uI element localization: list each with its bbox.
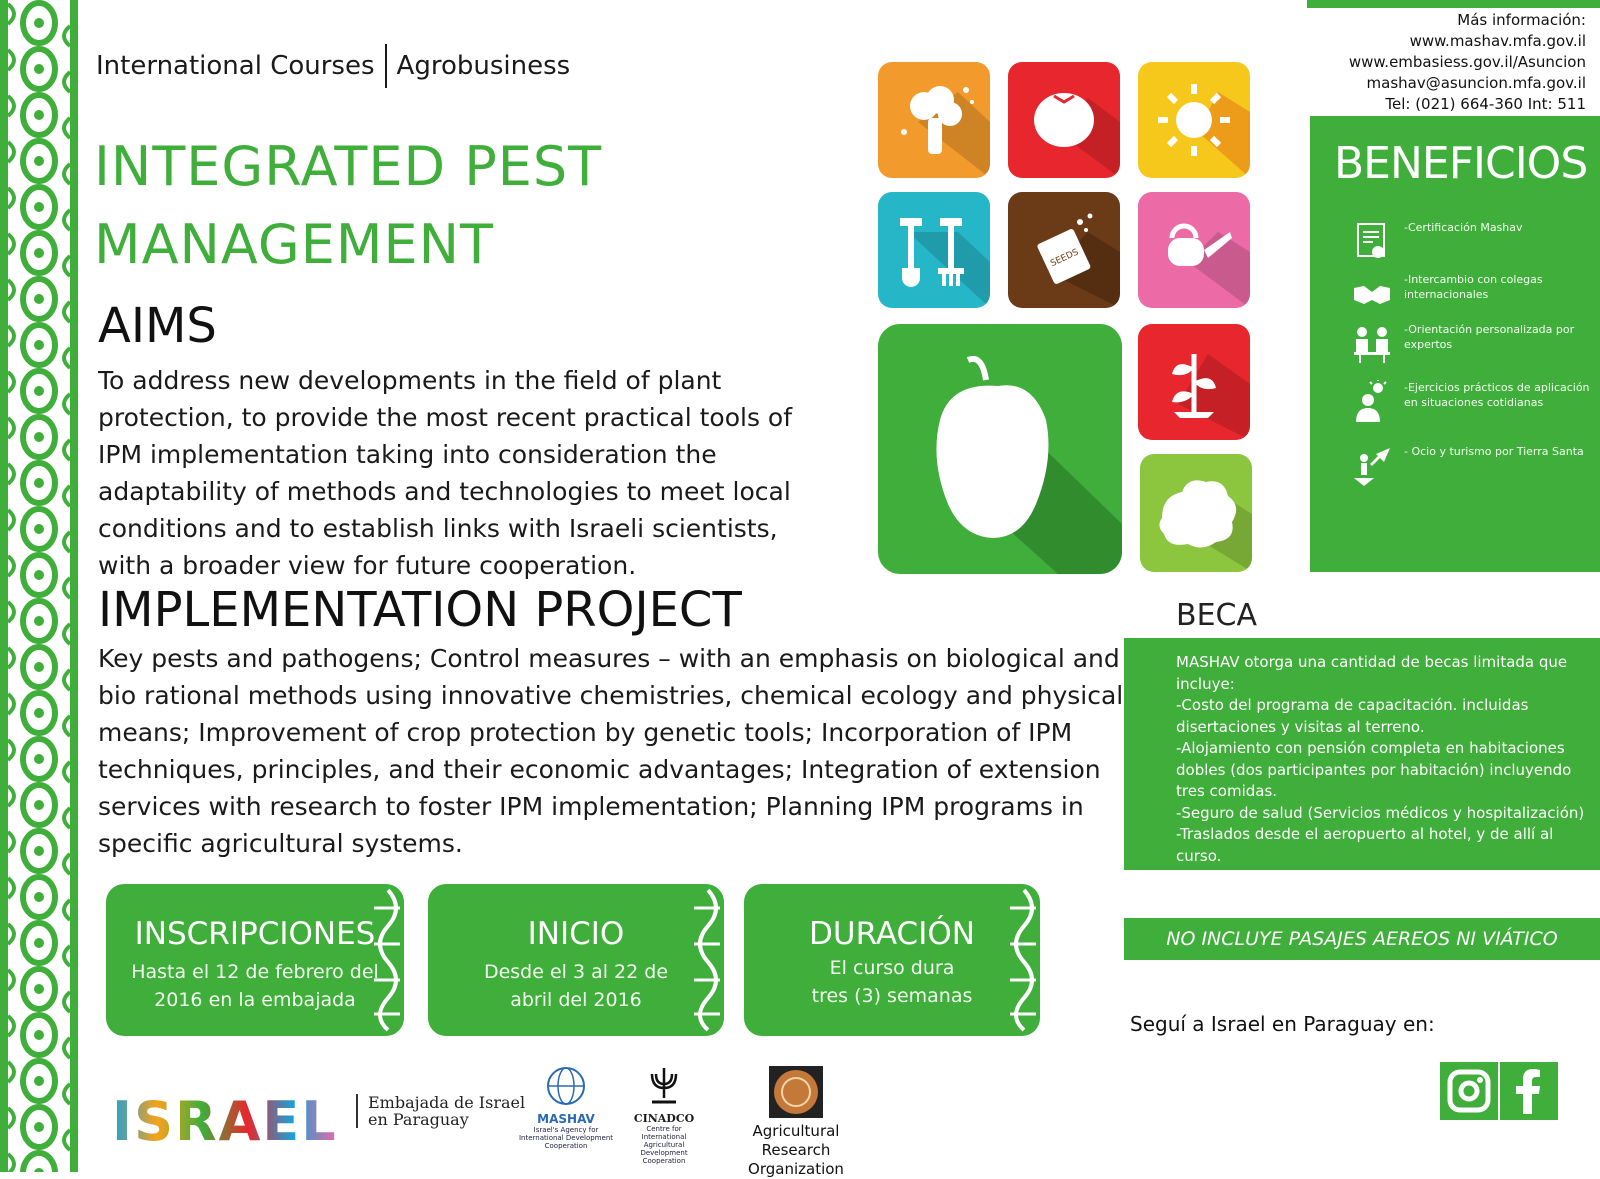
benefit-text: -Ejercicios prácticos de aplicación en situaciones cotidianas (1404, 381, 1590, 409)
inscripciones-line2: 2016 en la embajada (154, 989, 356, 1011)
menorah-icon (644, 1064, 684, 1108)
duracion-line1: El curso dura (829, 957, 955, 979)
border-dot (34, 754, 44, 764)
border-dot (34, 432, 44, 442)
handshake-icon (1350, 272, 1394, 316)
border-dot (34, 248, 44, 258)
tomato-tile (1008, 62, 1120, 178)
beca-panel (1124, 638, 1600, 870)
border-dot (34, 570, 44, 580)
inicio-line2: abril del 2016 (510, 989, 642, 1011)
embassy-line1: Embajada de Israel (368, 1093, 526, 1112)
social-label: Seguí a Israel en Paraguay en: (1130, 1012, 1435, 1036)
cauliflower-tile (878, 62, 990, 178)
border-dot (34, 846, 44, 856)
border-dot (34, 156, 44, 166)
border-dot (34, 64, 44, 74)
cinadco-logo (624, 1064, 704, 1165)
contact-label: Más información: (1457, 11, 1586, 29)
border-dot (34, 984, 44, 994)
inicio-line1: Desde el 3 al 22 de (483, 961, 669, 983)
border-dot (34, 892, 44, 902)
contact-web-embassy[interactable]: www.embasiess.gov.il/Asuncion (1348, 53, 1586, 71)
contact-email[interactable]: mashav@asuncion.mfa.gov.il (1366, 74, 1586, 92)
border-dot (34, 662, 44, 672)
beca-item: -Alojamiento con pensión completa en habitaciones dobles (dos participantes por habitación) incluyendo tres comidas. (1176, 739, 1572, 800)
border-dot (34, 110, 44, 120)
pepper-icon (878, 324, 1122, 574)
ornament-icon (1004, 884, 1040, 1036)
inscripciones-title: INSCRIPCIONES (134, 916, 376, 952)
border-dot (34, 938, 44, 948)
title-line-2: MANAGEMENT (94, 213, 494, 276)
cauliflower-icon (878, 62, 990, 178)
mashav-logo (512, 1064, 620, 1156)
beca-item: -Seguro de salud (Servicios médicos y hospitalización) (1176, 803, 1585, 822)
embassy-line2: en Paraguay (368, 1110, 469, 1129)
sprout-icon (1138, 324, 1250, 440)
cinadco-logo-text: CINADCO (633, 1112, 695, 1125)
israel-logo-text: ISRAEL (112, 1092, 338, 1148)
ornament-icon (688, 884, 724, 1036)
tomato-icon (1008, 62, 1120, 178)
border-dot (34, 202, 44, 212)
benefit-item (1350, 444, 1590, 488)
beca-item: -Traslados desde el aeropuerto al hotel, y de allí al curso. (1176, 825, 1554, 865)
inicio-box (428, 884, 724, 1036)
sprout-tile (1138, 324, 1250, 440)
page-title (94, 128, 602, 284)
beca-exclusion-note: NO INCLUYE PASAJES AEREOS NI VIÁTICO (1124, 918, 1600, 960)
border-dot (34, 1030, 44, 1040)
border-dot (34, 616, 44, 626)
facebook-icon (1500, 1062, 1558, 1120)
ornament-icon (368, 884, 404, 1036)
mashav-logo-text: MASHAV (537, 1112, 595, 1126)
inscripciones-box (106, 884, 404, 1036)
tools-tile (878, 192, 990, 308)
border-dot (34, 294, 44, 304)
benefit-item (1350, 322, 1590, 366)
lettuce-icon (1140, 454, 1252, 572)
contact-top-bar (1307, 0, 1600, 8)
facebook-button[interactable] (1500, 1062, 1558, 1120)
implementation-body: Key pests and pathogens; Control measures – with an emphasis on biological and bio rational methods using innovative chemistries, chemical ecology and physical means; Improvement of crop protection by genetic tools; Incorporation of IPM techniques, principles, and their economic advantages; Integration of extension services with research to foster IPM implementation; Planning IPM programs in specific agricultural systems. (98, 644, 1124, 858)
inscripciones-line1: Hasta el 12 de febrero del (131, 961, 379, 983)
svg-text:SEEDS: SEEDS (1049, 247, 1081, 270)
garden-tools-icon (878, 192, 990, 308)
border-dot (34, 386, 44, 396)
border-dot (34, 340, 44, 350)
benefit-text: - Ocio y turismo por Tierra Santa (1404, 445, 1584, 458)
pepper-tile (878, 324, 1122, 574)
aims-body: To address new developments in the field of plant protection, to provide the most recent practical tools of IPM implementation taking into consideration the adaptability of methods and technologies to meet local conditions and to establish links with Israeli scientists, with a broader view for future cooperation. (98, 366, 793, 580)
sun-icon (1138, 62, 1250, 178)
meeting-icon (1350, 322, 1394, 366)
instagram-icon (1440, 1062, 1498, 1120)
contact-info (1349, 10, 1586, 115)
border-dot (34, 1122, 44, 1132)
border-dot (34, 524, 44, 534)
header-divider (385, 44, 387, 88)
implementation-heading: IMPLEMENTATION PROJECT (98, 582, 742, 638)
benefit-text: -Orientación personalizada por expertos (1404, 323, 1575, 351)
watering-can-tile (1138, 192, 1250, 308)
travel-icon (1350, 444, 1394, 488)
cinadco-subtitle: Centre for International Agricultural Development Cooperation (640, 1125, 688, 1165)
header (96, 44, 570, 88)
benefit-item (1350, 220, 1590, 264)
inicio-title: INICIO (527, 916, 625, 952)
contact-web-mashav[interactable]: www.mashav.mfa.gov.il (1409, 32, 1586, 50)
course-area: Agrobusiness (396, 51, 571, 81)
border-dot (34, 478, 44, 488)
idea-person-icon (1350, 380, 1394, 424)
beneficios-panel (1310, 116, 1600, 572)
duracion-line2: tres (3) semanas (811, 985, 973, 1007)
benefit-item (1350, 380, 1590, 424)
benefit-item (1350, 272, 1590, 316)
title-line-1: INTEGRATED PEST (94, 135, 603, 198)
israel-logo (112, 1092, 342, 1148)
seeds-icon (1008, 192, 1120, 308)
aro-seal-icon (769, 1066, 823, 1118)
embassy-label (356, 1094, 525, 1128)
aro-line2: Organization (748, 1160, 844, 1178)
globe-icon (536, 1064, 596, 1108)
watering-can-icon (1138, 192, 1250, 308)
sun-tile (1138, 62, 1250, 178)
border-dot (34, 708, 44, 718)
seeds-tile (1008, 192, 1120, 308)
aro-logo (716, 1066, 876, 1179)
contact-phone: Tel: (021) 664-360 Int: 511 (1385, 95, 1586, 113)
beca-item: -Costo del programa de capacitación. incluidas disertaciones y visitas al terreno. (1176, 696, 1529, 736)
duracion-box (744, 884, 1040, 1036)
course-category: International Courses (96, 51, 375, 81)
lettuce-tile (1140, 454, 1252, 572)
mashav-subtitle: Israel's Agency for International Development Cooperation (518, 1126, 614, 1150)
border-dot (34, 18, 44, 28)
border-dot (34, 800, 44, 810)
certificate-icon (1350, 220, 1394, 264)
duracion-title: DURACIÓN (809, 916, 975, 952)
aro-line1: Agricultural Research (752, 1122, 840, 1159)
aims-heading: AIMS (98, 298, 217, 354)
instagram-button[interactable] (1440, 1062, 1498, 1120)
benefit-text: -Certificación Mashav (1404, 221, 1523, 234)
benefit-text: -Intercambio con colegas internacionales (1404, 273, 1543, 301)
decorative-border (0, 0, 78, 1172)
beca-heading: BECA (1176, 598, 1258, 633)
beca-intro: MASHAV otorga una cantidad de becas limitada que incluye: (1176, 653, 1568, 693)
beneficios-heading: BENEFICIOS (1334, 138, 1588, 189)
border-dot (34, 1076, 44, 1086)
